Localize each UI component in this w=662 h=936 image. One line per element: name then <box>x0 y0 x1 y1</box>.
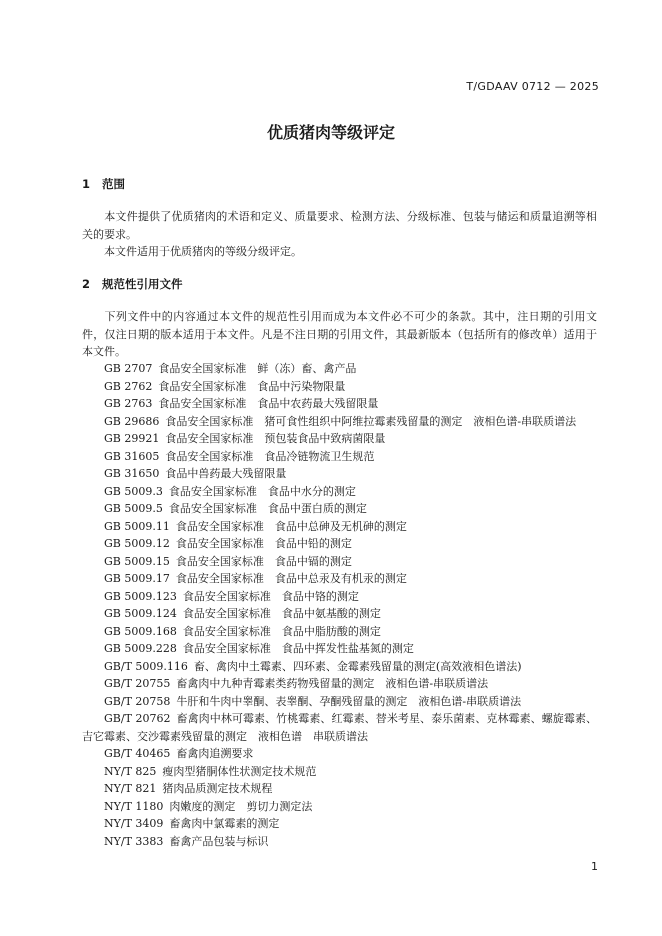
reference-code: NY/T 3383 <box>104 834 164 848</box>
reference-item <box>82 745 597 763</box>
section-number: 2 <box>82 277 91 291</box>
document-code: T/GDAAV 0712 — 2025 <box>466 80 599 93</box>
section-2-heading <box>82 276 183 292</box>
section-2-intro: 下列文件中的内容通过本文件的规范性引用而成为本文件必不可少的条款。其中，注日期的引用文件，仅注日期的版本适用于本文件。凡是不注日期的引用文件，其最新版本（包括所有的修改单）适用于本文件。 <box>82 310 597 358</box>
reference-code: GB 5009.168 <box>104 624 177 638</box>
reference-code: GB 5009.3 <box>104 484 163 498</box>
reference-title: 食品安全国家标准 食品中挥发性盐基氮的测定 <box>182 642 414 655</box>
reference-code: GB 31605 <box>104 449 160 463</box>
document-title: 优质猪肉等级评定 <box>266 123 395 142</box>
reference-item <box>82 640 597 658</box>
reference-item <box>82 430 597 448</box>
section-1-paragraph-1: 本文件提供了优质猪肉的术语和定义、质量要求、检测方法、分级标准、包装与储运和质量追溯等相关的要求。 <box>82 210 597 241</box>
reference-item <box>82 605 597 623</box>
reference-title: 食品安全国家标准 食品中氨基酸的测定 <box>182 607 381 620</box>
reference-code: GB 29921 <box>104 432 160 445</box>
reference-title: 食品安全国家标准 食品中铅的测定 <box>175 537 352 550</box>
page-number: 1 <box>591 860 598 873</box>
section-title: 规范性引用文件 <box>102 277 183 291</box>
reference-title: 食品安全国家标准 食品中总砷及无机砷的测定 <box>175 519 407 533</box>
reference-code: GB 5009.15 <box>104 554 170 568</box>
reference-item <box>82 465 597 483</box>
reference-code: GB/T 20758 <box>104 694 171 708</box>
reference-item <box>82 588 597 606</box>
reference-list <box>82 360 597 850</box>
reference-item <box>82 360 597 378</box>
reference-title: 食品安全国家标准 食品中镉的测定 <box>175 554 352 568</box>
section-number: 1 <box>82 177 91 191</box>
reference-code: GB 31650 <box>104 467 160 480</box>
reference-title: 牛肝和牛肉中睾酮、表睾酮、孕酮残留量的测定 液相色谱-串联质谱法 <box>176 694 522 708</box>
reference-title: 食品安全国家标准 鲜（冻）畜、禽产品 <box>158 362 357 375</box>
reference-item <box>82 710 597 745</box>
reference-code: GB/T 20762 <box>104 712 171 725</box>
reference-item <box>82 500 597 518</box>
reference-code: NY/T 821 <box>104 782 157 795</box>
reference-code: GB 29686 <box>104 414 160 428</box>
reference-code: NY/T 1180 <box>104 799 164 813</box>
reference-title: 食品安全国家标准 猪可食性组织中阿维拉霉素残留量的测定 液相色谱-串联质谱法 <box>165 414 577 428</box>
reference-title: 畜禽肉中林可霉素、竹桃霉素、红霉素、替米考星、泰乐菌素、克林霉素、螺旋霉素、吉它霉素、交沙霉素残留量的测定 液相色谱 串联质谱法 <box>82 712 598 743</box>
reference-title: 猪肉品质测定技术规程 <box>162 782 273 795</box>
reference-item <box>82 780 597 798</box>
reference-title: 瘦肉型猪胴体性状测定技术规范 <box>162 764 317 778</box>
reference-item <box>82 675 597 693</box>
reference-code: GB 5009.11 <box>104 519 170 533</box>
reference-title: 食品安全国家标准 食品中污染物限量 <box>158 379 346 393</box>
reference-item <box>82 693 597 711</box>
reference-item <box>82 815 597 833</box>
reference-title: 食品中兽药最大残留限量 <box>165 467 287 480</box>
section-1-paragraph-2: 本文件适用于优质猪肉的等级分级评定。 <box>104 245 302 258</box>
reference-title: 食品安全国家标准 食品中蛋白质的测定 <box>168 502 367 515</box>
reference-code: GB 2763 <box>104 397 153 410</box>
reference-item <box>82 413 597 431</box>
reference-code: GB 5009.123 <box>104 589 177 603</box>
reference-item <box>82 763 597 781</box>
reference-code: GB/T 5009.116 <box>104 659 188 673</box>
reference-item <box>82 553 597 571</box>
section-title: 范围 <box>102 177 125 191</box>
reference-item <box>82 623 597 641</box>
reference-title: 畜禽肉中氯霉素的测定 <box>169 817 280 830</box>
reference-title: 畜禽肉追溯要求 <box>176 747 254 760</box>
reference-item <box>82 535 597 553</box>
reference-code: NY/T 825 <box>104 764 157 778</box>
reference-item <box>82 448 597 466</box>
reference-title: 食品安全国家标准 食品中总汞及有机汞的测定 <box>175 572 407 585</box>
reference-item <box>82 798 597 816</box>
reference-code: GB 5009.17 <box>104 572 170 585</box>
reference-item <box>82 570 597 588</box>
reference-title: 肉嫩度的测定 剪切力测定法 <box>169 799 313 813</box>
reference-title: 食品安全国家标准 食品中农药最大残留限量 <box>158 397 379 410</box>
reference-title: 食品安全国家标准 食品中铬的测定 <box>182 589 359 603</box>
reference-code: GB 5009.5 <box>104 502 163 515</box>
reference-code: GB 5009.228 <box>104 642 177 655</box>
reference-item <box>82 833 597 851</box>
reference-title: 食品安全国家标准 食品冷链物流卫生规范 <box>165 449 375 463</box>
reference-item <box>82 395 597 413</box>
reference-title: 畜禽肉中九种青霉素类药物残留量的测定 液相色谱-串联质谱法 <box>176 677 489 690</box>
reference-code: NY/T 3409 <box>104 817 164 830</box>
reference-item <box>82 518 597 536</box>
reference-title: 食品安全国家标准 食品中水分的测定 <box>168 484 356 498</box>
reference-code: GB 2707 <box>104 362 153 375</box>
reference-title: 畜、禽肉中土霉素、四环素、金霉素残留量的测定(高效液相色谱法) <box>193 659 522 673</box>
reference-title: 食品安全国家标准 食品中脂肪酸的测定 <box>182 624 381 638</box>
reference-title: 畜禽产品包装与标识 <box>169 834 269 848</box>
reference-item <box>82 483 597 501</box>
reference-item <box>82 378 597 396</box>
reference-item <box>82 658 597 676</box>
reference-title: 食品安全国家标准 预包装食品中致病菌限量 <box>165 432 386 445</box>
reference-code: GB 2762 <box>104 379 153 393</box>
section-1-heading <box>82 176 125 192</box>
reference-code: GB 5009.124 <box>104 607 177 620</box>
reference-code: GB 5009.12 <box>104 537 170 550</box>
reference-code: GB/T 20755 <box>104 677 171 690</box>
reference-code: GB/T 40465 <box>104 747 171 760</box>
